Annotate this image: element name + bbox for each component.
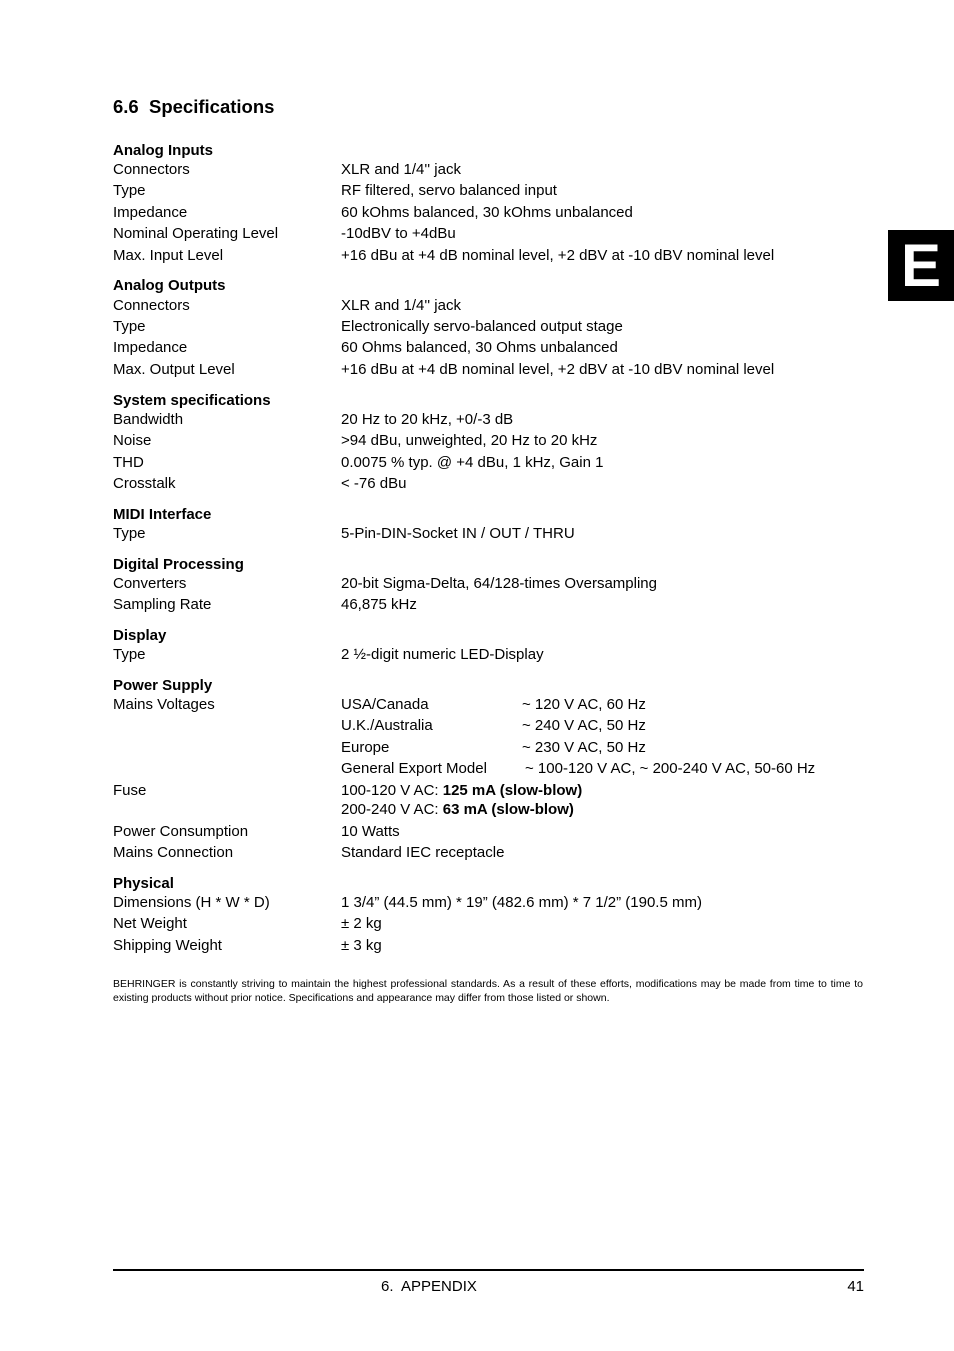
fuse-value [341,801,574,819]
spec-value: RF filtered, servo balanced input [341,182,557,199]
spec-label: Bandwidth [113,411,184,428]
fuse-label: Fuse [113,782,147,799]
physical-heading: Physical [113,875,174,892]
spec-label: Connectors [113,297,190,314]
spec-label: Power Consumption [113,823,249,840]
spec-value: 10 Watts [341,823,400,840]
disclaimer-text: BEHRINGER is constantly striving to maintain the highest professional standards. As a result of these efforts, modifications may be made from time to time to existing products without prior notice. Specifications and appearance may differ from those listed or shown. [113,978,863,1004]
mains-region: General Export Model [341,760,487,777]
spec-label: Nominal Operating Level [113,225,279,242]
spec-value: 2 ½-digit numeric LED-Display [341,646,544,663]
analog-outputs-heading: Analog Outputs [113,277,226,294]
digital-processing-heading: Digital Processing [113,556,244,573]
spec-label: Max. Output Level [113,361,235,378]
spec-value: -10dBV to +4dBu [341,225,456,242]
spec-value: 20 Hz to 20 kHz, +0/-3 dB [341,411,514,428]
footer-divider [113,1269,864,1271]
spec-value: >94 dBu, unweighted, 20 Hz to 20 kHz [341,432,598,449]
page-number: 41 [847,1278,864,1295]
spec-value: 5-Pin-DIN-Socket IN / OUT / THRU [341,525,575,542]
spec-label: Sampling Rate [113,596,212,613]
spec-value: +16 dBu at +4 dB nominal level, +2 dBV at -10 dBV nominal level [341,361,775,378]
spec-label: Impedance [113,339,188,356]
spec-value: Electronically servo-balanced output stage [341,318,623,335]
mains-voltage: ~ 240 V AC, 50 Hz [522,717,646,734]
spec-label: Type [113,525,146,542]
spec-label: Dimensions (H * W * D) [113,894,270,911]
spec-label: Type [113,318,146,335]
display-heading: Display [113,627,167,644]
fuse-rating: 63 mA (slow-blow) [442,801,574,818]
fuse-voltage: 200-240 V AC: [341,801,443,818]
fuse-voltage: 100-120 V AC: [341,782,443,799]
chapter-tab-marker: E [888,230,954,301]
fuse-rating: 125 mA (slow-blow) [442,782,583,799]
spec-label: Crosstalk [113,475,176,492]
spec-label: Connectors [113,161,190,178]
spec-label: Noise [113,432,152,449]
spec-value: 20-bit Sigma-Delta, 64/128-times Oversampling [341,575,657,592]
mains-voltage: ~ 120 V AC, 60 Hz [522,696,646,713]
system-specifications-heading: System specifications [113,392,271,409]
spec-value: 60 Ohms balanced, 30 Ohms unbalanced [341,339,618,356]
analog-inputs-heading: Analog Inputs [113,142,213,159]
spec-value: < -76 dBu [341,475,407,492]
spec-label: THD [113,454,144,471]
spec-label: Max. Input Level [113,247,224,264]
spec-label: Converters [113,575,187,592]
section-title: 6.6 Specifications [113,96,275,117]
spec-value: ± 3 kg [341,937,382,954]
power-supply-heading: Power Supply [113,677,213,694]
spec-value: 60 kOhms balanced, 30 kOhms unbalanced [341,204,633,221]
spec-value: 46,875 kHz [341,596,417,613]
spec-value: Standard IEC receptacle [341,844,505,861]
mains-voltage: ~ 230 V AC, 50 Hz [522,739,646,756]
spec-label: Mains Connection [113,844,234,861]
spec-value: XLR and 1/4'' jack [341,161,461,178]
spec-label: Shipping Weight [113,937,222,954]
mains-region: USA/Canada [341,696,429,713]
mains-voltage: ~ 100-120 V AC, ~ 200-240 V AC, 50-60 Hz [525,760,816,777]
spec-value: 0.0075 % typ. @ +4 dBu, 1 kHz, Gain 1 [341,454,604,471]
fuse-value [341,782,582,800]
spec-label: Net Weight [113,915,187,932]
spec-label: Type [113,182,146,199]
spec-value: +16 dBu at +4 dB nominal level, +2 dBV at -10 dBV nominal level [341,247,775,264]
midi-interface-heading: MIDI Interface [113,506,212,523]
spec-label: Type [113,646,146,663]
spec-value: 1 3/4” (44.5 mm) * 19” (482.6 mm) * 7 1/2” (190.5 mm) [341,894,702,911]
spec-label: Impedance [113,204,188,221]
mains-voltages-label: Mains Voltages [113,696,215,713]
spec-value: XLR and 1/4'' jack [341,297,461,314]
footer-chapter-label: 6. APPENDIX [381,1278,477,1295]
mains-region: Europe [341,739,390,756]
spec-value: ± 2 kg [341,915,382,932]
mains-region: U.K./Australia [341,717,433,734]
